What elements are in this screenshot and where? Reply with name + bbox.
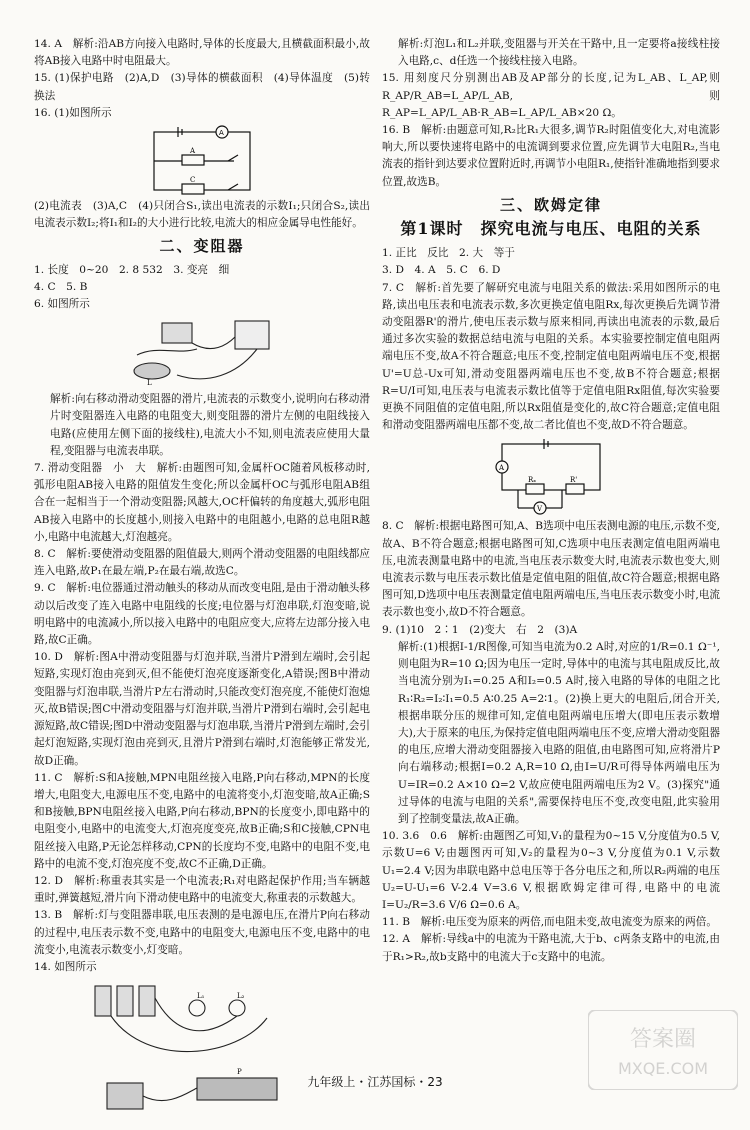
answer-15: 15. (1)保护电路 (2)A,D (3)导体的横截面积 (4)导体温度 (5)转换法 <box>34 72 370 102</box>
circuit-photo-6 <box>117 315 287 389</box>
svg-text:Rₓ: Rₓ <box>528 476 537 485</box>
svg-text:P: P <box>237 1068 242 1077</box>
answer-8: 8. C 解析:要使滑动变阻器的阻值最大,则两个滑动变阻器的电阻线都应连入电路,故P₁在最左端,P₂在最右端,故选C。 <box>34 548 370 578</box>
svg-text:A: A <box>190 147 196 156</box>
answer-16-2: (2)电流表 (3)A,C (4)只闭合S₁,读出电流表的示数I₁;只闭合S₂,读出电流表示数I₂;将I₁和I₂的大小进行比较,电流大的相应金属导电性能好。 <box>34 200 370 230</box>
answer-9: 9. C 解析:电位器通过滑动触头的移动从而改变电阻,是由于滑动触头移动以后改变了连入电路中电阻线的长度;电位器与灯泡串联,灯泡变暗,说明电路中的电流减小,所以接入电路中的电阻应变大,应将左边部分接入电路,故C正确。 <box>34 582 370 647</box>
section-title-3: 三、欧姆定律 <box>499 195 602 214</box>
circuit-diagram-16 <box>142 124 262 196</box>
svg-text:L₁: L₁ <box>197 992 205 1001</box>
answer-13: 13. B 解析:灯与变阻器串联,电压表测的是电源电压,在滑片P向右移动的过程中,电压表示数不变,电路中的电阻变大,电源电压不变,电路中的电流变小,电流表示数变小,灯变暗。 <box>34 909 370 956</box>
answer-14-analysis: 解析:灯泡L₁和L₂并联,变阻器与开关在干路中,且一定要将a接线柱接入电路,c、d任选一个接线柱接入电路。 <box>398 38 720 68</box>
answer-3-6: 3. D 4. A 5. C 6. D <box>382 264 501 277</box>
answer-4-5: 4. C 5. B <box>34 280 88 293</box>
answer-9: 9. (1)10 2∶1 (2)变大 右 2 (3)A <box>382 623 578 636</box>
svg-text:A: A <box>499 464 505 473</box>
answer-12: 12. D 解析:称重表其实是一个电流表;R₁对电路起保护作用;当车辆越重时,弹簧越短,滑片向下滑动使电路中的电流变大,称重表的示数越大。 <box>34 874 370 905</box>
left-column <box>34 36 370 1130</box>
answer-1-3: 1. 长度 0~20 2. 8 532 3. 变亮 细 <box>34 263 230 276</box>
answer-10: 10. 3.6 0.6 解析:由题图乙可知,V₁的量程为0~15 V,分度值为0.5 V,示数U=6 V;由题图丙可知,V₂的量程为0~3 V,分度值为0.1 V,示数U₁=2.4 V;因为串联电路中总电压等于各分电压之和,所以R₂两端的电压U₂=U-U₁=6 V-2.4 V=3.6 V,根据欧姆定律可得,电路中的电流I=U₂/R=3.6 V/6 Ω=0.6 A。 <box>382 830 720 911</box>
answer-12: 12. A 解析:导线a中的电流为干路电流,大于b、c两条支路中的电流,由于R₁>R₂,故b支路中的电流大于c支路中的电流。 <box>382 933 720 963</box>
svg-text:V: V <box>537 505 543 514</box>
svg-text:L₂: L₂ <box>237 992 245 1001</box>
answer-14: 14. A 解析:沿AB方向接入电路时,导体的长度最大,且横截面积最小,故将AB接入电路中时电阻最大。 <box>34 38 370 68</box>
svg-text:答案圈: 答案圈 <box>629 1027 697 1052</box>
answer-6: 6. 如图所示 <box>34 298 90 311</box>
answer-7: 7. 滑动变阻器 小 大 解析:由题图可知,金属杆OC随着风板移动时,弧形电阻AB接入电路的阻值发生变化;所以金属杆OC与弧形电阻AB组合在一起相当于一个滑动变阻器;风越大,OC杆偏转的角度越大,弧形电阻AB接入电路中的长度越小,则接入电路中的电阻越小,电路的总电阻R越小,电路中电流越大,灯泡越亮。 <box>34 462 370 543</box>
answer-16: 16. (1)如图所示 <box>34 106 112 119</box>
right-column <box>382 36 720 966</box>
svg-text:A: A <box>219 129 224 138</box>
answer-8: 8. C 解析:根据电路图可知,A、B选项中电压表测电源的电压,示数不变,故A、B不符合题意;根据电路图可知,C选项中电压表测定值电阻两端电压,电流表测量电路中的电流,当电压表示数变大时,电流表示数也变大,则电流表示数与电压表示数比值是定值电阻的阻值,故C符合题意;根据电路图可知,D选项中电压表测量定值电阻两端电压,当电压表示数变小时,电流表示数也变小,故D不符合题意。 <box>382 520 720 619</box>
answer-11: 11. B 解析:电压变为原来的两倍,而电阻未变,故电流变为原来的两倍。 <box>382 916 717 929</box>
answer-1-2: 1. 正比 反比 2. 大 等于 <box>382 247 515 260</box>
answer-10: 10. D 解析:图A中滑动变阻器与灯泡并联,当滑片P滑到左端时,会引起短路,实现灯泡由亮到灭,但不能使灯泡亮度逐渐变化,A错误;图B中滑动变阻器与灯泡串联,当滑片P左右滑动时,只能改变灯泡亮度,不能使灯泡熄灭,故B错误;图C中滑动变阻器与灯泡并联,当滑片P滑到右端时,会引起电源短路,故C错误;图D中滑动变阻器与灯泡串联,当滑片P滑到左端时,会引起灯泡短路,实现灯泡由亮到灭,且滑片P滑到右端时,灯泡能够正常发光,故D正确。 <box>34 651 370 767</box>
circuit-diagram-7 <box>492 436 610 516</box>
svg-text:MXQE.COM: MXQE.COM <box>617 1059 709 1078</box>
lesson-title: 第1课时 探究电流与电压、电阻的关系 <box>400 219 702 239</box>
answer-7: 7. C 解析:首先要了解研究电流与电阻关系的做法:采用如图所示的电路,读出电压表和电流表示数,多次更换定值电阻Rx,每次更换后先调节滑动变阻器R'的滑片,使电压表示数与原来相同,再读出电流表的示数,最后通过多次实验的数据总结电流与电阻的关系。本实验要控制定值电阻两端电压不变,故A不符合题意;电压不变,控制定值电阻两端电压不变,根据U'=U总-Ux可知,滑动变阻器两端电压也不变,故B不符合题意;根据R=U/I可知,电压表与电流表示数比值等于定值电阻Rx阻值,每次实验要更换不同阻值的定值电阻,所以Rx阻值是变化的,故C符合题意;定值电阻和滑动变阻器两端电压都不变,故二者比值也不变,故D不符合题意。 <box>382 281 720 432</box>
section-title-2: 二、变阻器 <box>159 237 245 256</box>
answer-15b: 15. 用刻度尺分别测出AB及AP部分的长度,记为L_AB、L_AP,则R_AP/R_AB=L_AP/L_AB,则R_AP=L_AP/L_AB·R_AB=L_AP/L_AB×20 Ω。 <box>382 72 720 119</box>
answer-14b: 14. 如图所示 <box>34 960 97 973</box>
svg-text:L: L <box>147 379 152 388</box>
page-footer: 九年级上・江苏国标・23 <box>307 1075 443 1089</box>
svg-text:R': R' <box>570 476 578 485</box>
answer-9-analysis: 解析:(1)根据I-1/R图像,可知当电流为0.2 A时,对应的1/R=0.1 Ω⁻¹,则电阻为R=10 Ω;因为电压一定时,导体中的电流与其电阻成反比,故当电流分别为I₁=0.25 A和I₂=0.5 A时,接入电路的导体的电阻之比R₁∶R₂=I₂∶I₁=0.5 A∶0.25 A=2∶1。(2)换上更大的电阻后,闭合开关,根据串联分压的规律可知,定值电阻两端电压增大(即电压表示数增大),大于原来的电压,为保持定值电阻两端电压不变,应增大滑动变阻器的电压,应增大滑动变阻器接入电路的阻值,由电路图可知,应将滑片P向右端移动;根据I=0.2 A,R=10 Ω,由I=U/R可得导体两端电压为U=IR=0.2 A×10 Ω=2 V,故应使电阻两端电压为2 V。(3)探究"通过导体的电流与电阻的关系",需要保持电压不变,改变电阻,此实验用到了控制变量法,故A正确。 <box>398 640 720 825</box>
svg-text:C: C <box>190 176 196 185</box>
answer-6-analysis: 解析:向右移动滑动变阻器的滑片,电流表的示数变小,说明向右移动滑片时变阻器连入电路的电阻变大,则变阻器的滑片左侧的电阻线接入电路(应使用左侧下面的接线柱),电流大小不知,则电流表应使用大量程,变阻器与电流表串联。 <box>50 393 370 457</box>
watermark-logo <box>588 1010 738 1090</box>
answer-16b: 16. B 解析:由题意可知,R₂比R₁大很多,调节R₂时阻值变化大,对电流影响大,所以要快速将电路中的电流调到要求位置,应先调节大电阻R₂,当电流表的指针到达要求位置附近时,再调节小电阻R₁,使指针准确地指到要求位置,故选B。 <box>382 124 720 188</box>
answer-11: 11. C 解析:S和A接触,MPN电阻丝接入电路,P向右移动,MPN的长度增大,电阻变大,电源电压不变,电路中的电流将变小,灯泡变暗,故A正确;S和B接触,BPN电阻丝接入电路,P向右移动,BPN的长度变小,即电路中的电阻变小,电路中的电流变大,灯泡亮度变亮,故B正确;S和C接触,CPN电阻丝接入电路,P无论怎样移动,CPN的长度均不变,电路中的电阻不变,电路中的电流不变,灯泡亮度不变,故C不正确,D正确。 <box>34 771 370 870</box>
